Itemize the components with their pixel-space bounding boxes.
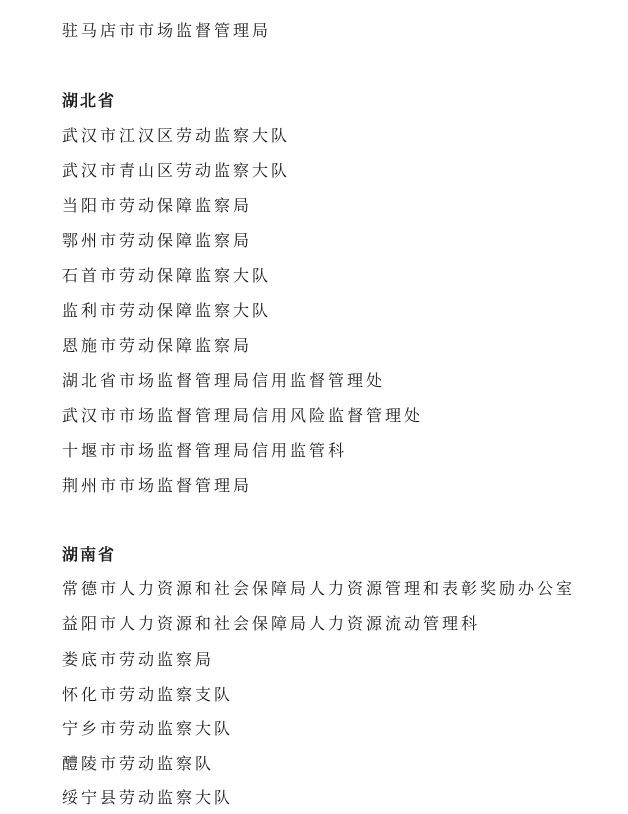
- list-item: 湖北省市场监督管理局信用监督管理处: [62, 371, 386, 390]
- list-item: 武汉市市场监督管理局信用风险监督管理处: [62, 406, 424, 425]
- list-item: 醴陵市劳动监察队: [62, 754, 215, 773]
- list-item: 常德市人力资源和社会保障局人力资源管理和表彰奖励办公室: [62, 579, 576, 598]
- list-item: 绥宁县劳动监察大队: [62, 788, 234, 807]
- list-item: 十堰市市场监督管理局信用监管科: [62, 441, 348, 460]
- list-item: 娄底市劳动监察局: [62, 650, 215, 669]
- list-item: 鄂州市劳动保障监察局: [62, 231, 253, 250]
- list-item: 武汉市江汉区劳动监察大队: [62, 126, 291, 145]
- list-item: 荆州市市场监督管理局: [62, 476, 253, 495]
- list-item: 当阳市劳动保障监察局: [62, 196, 253, 215]
- list-item: 恩施市劳动保障监察局: [62, 336, 253, 355]
- section-heading-hubei: 湖北省: [62, 91, 117, 110]
- list-item: 怀化市劳动监察支队: [62, 685, 234, 704]
- list-item: 驻马店市市场监督管理局: [62, 21, 272, 40]
- list-item: 益阳市人力资源和社会保障局人力资源流动管理科: [62, 614, 481, 633]
- list-item: 石首市劳动保障监察大队: [62, 266, 272, 285]
- list-item: 监利市劳动保障监察大队: [62, 301, 272, 320]
- list-item: 宁乡市劳动监察大队: [62, 719, 234, 738]
- section-heading-hunan: 湖南省: [62, 545, 117, 564]
- list-item: 武汉市青山区劳动监察大队: [62, 161, 291, 180]
